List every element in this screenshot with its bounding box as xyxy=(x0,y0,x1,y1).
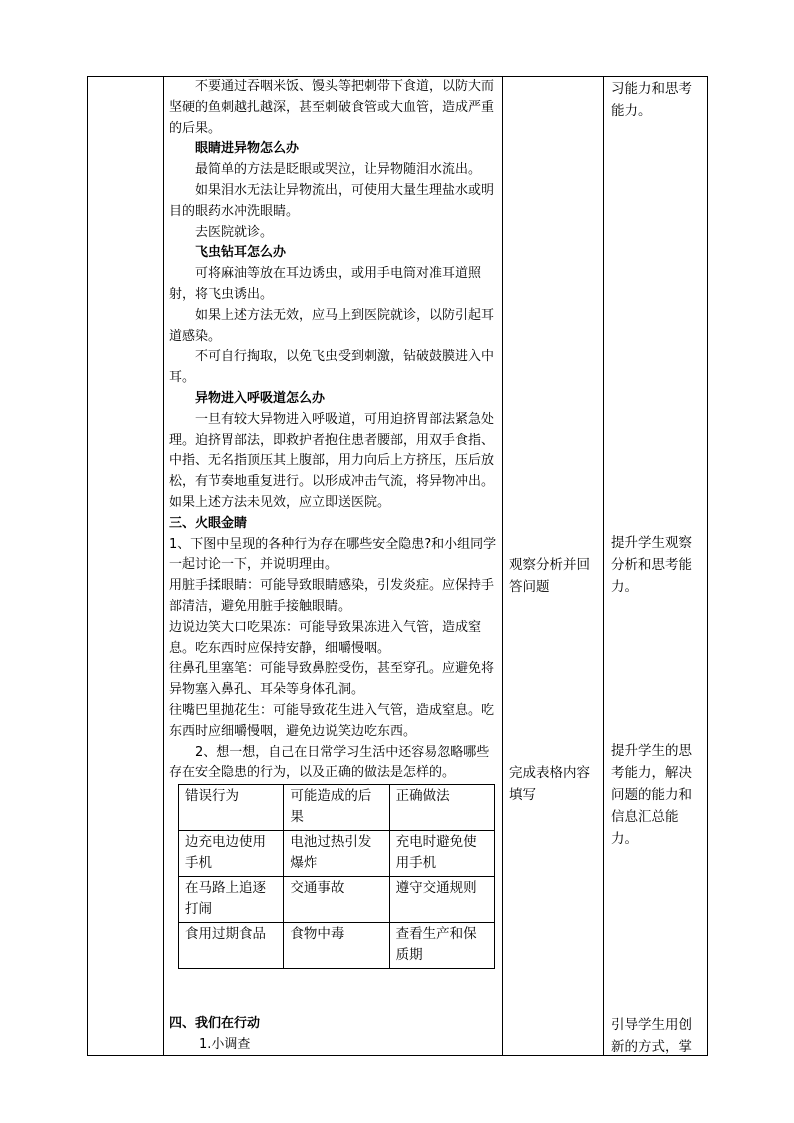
table-header-cell: 正确做法 xyxy=(389,785,494,831)
ear-step-1: 可将麻油等放在耳边诱虫，或用手电筒对准耳道照射，将飞虫诱出。 xyxy=(169,266,482,302)
table-cell: 食用过期食品 xyxy=(179,923,284,969)
col-border-2 xyxy=(163,76,164,1056)
student-activity-1: 观察分析并回答问题 xyxy=(509,557,590,595)
section-4 xyxy=(169,1014,501,1056)
answer-3: 往鼻孔里塞笔：可能导致鼻腔受伤，甚至穿孔。应避免将异物塞入鼻孔、耳朵等身体孔洞。 xyxy=(169,661,495,698)
col-border-3 xyxy=(502,76,503,1056)
design-intent-3: 提升学生的思考能力，解决问题的能力和信息汇总能力。 xyxy=(611,743,692,847)
col-border-1 xyxy=(87,76,88,1056)
behavior-table xyxy=(178,784,495,969)
design-intent-2: 提升学生观察分析和思考能力。 xyxy=(611,535,692,595)
answer-4: 往嘴巴里抛花生：可能导致花生进入气管，造成窒息。吃东西时应细嚼慢咽，避免边说笑边吃东西。 xyxy=(169,702,495,739)
design-intent-1: 习能力和思考能力。 xyxy=(611,81,692,119)
table-cell: 充电时避免使用手机 xyxy=(389,831,494,877)
teaching-content xyxy=(169,77,501,969)
survey-item: 1.小调查 xyxy=(199,1036,251,1052)
ear-step-2: 如果上述方法无效，应马上到医院就诊，以防引起耳道感染。 xyxy=(169,307,495,344)
design-intent-4: 引导学生用创新的方式，掌 xyxy=(611,1017,692,1055)
section-4-title: 四、我们在行动 xyxy=(169,1016,261,1031)
col-border-5 xyxy=(707,76,708,1056)
lesson-table xyxy=(87,76,708,1056)
table-cell: 食物中毒 xyxy=(284,923,389,969)
eye-step-2: 如果泪水无法让异物流出，可使用大量生理盐水或明目的眼药水冲洗眼睛。 xyxy=(169,182,495,219)
eye-step-1: 最简单的方法是眨眼或哭泣，让异物随泪水流出。 xyxy=(195,162,482,178)
heading-ear: 飞虫钻耳怎么办 xyxy=(195,245,287,261)
table-cell: 遵守交通规则 xyxy=(389,877,494,923)
section-3-title: 三、火眼金睛 xyxy=(169,515,248,531)
eye-step-3: 去医院就诊。 xyxy=(195,224,274,240)
table-cell: 边充电边使用手机 xyxy=(179,831,284,877)
heading-respiratory: 异物进入呼吸道怎么办 xyxy=(195,390,326,406)
table-cell: 交通事故 xyxy=(284,877,389,923)
respiratory-step: 一旦有较大异物进入呼吸道，可用迫挤胃部法紧急处理。迫挤胃部法，即救护者抱住患者腰部，用双手食指、中指、无名指顶压其上腹部，用力向后上方挤压，压后放松，有节奏地重复进行。以形成冲击气流，将异物冲出。如果上述方法未见效，应立即送医院。 xyxy=(169,411,495,510)
table-header-cell: 可能造成的后果 xyxy=(284,785,389,831)
table-header-cell: 错误行为 xyxy=(179,785,284,831)
table-row xyxy=(179,831,495,877)
table-row xyxy=(179,877,495,923)
answer-1: 用脏手揉眼睛：可能导致眼睛感染，引发炎症。应保持手部清洁，避免用脏手接触眼睛。 xyxy=(169,578,495,614)
fishbone-warning: 不要通过吞咽米饭、馒头等把刺带下食道，以防大而坚硬的鱼刺越扎越深，甚至刺破食管或大血管，造成严重的后果。 xyxy=(169,79,495,136)
table-header-row xyxy=(179,785,495,831)
answer-2: 边说边笑大口吃果冻：可能导致果冻进入气管，造成窒息。吃东西时应保持安静，细嚼慢咽。 xyxy=(169,619,482,656)
table-cell: 在马路上追逐打闹 xyxy=(179,877,284,923)
ear-step-3: 不可自行掏取，以免飞虫受到刺激，钻破鼓膜进入中耳。 xyxy=(169,349,495,386)
question-2: 2、想一想，自己在日常学习生活中还容易忽略哪些存在安全隐患的行为，以及正确的做法是怎样的。 xyxy=(169,744,490,781)
col-border-4 xyxy=(603,76,604,1056)
question-1: 1、下图中呈现的各种行为存在哪些安全隐患?和小组同学一起讨论一下，并说明理由。 xyxy=(169,536,497,573)
table-cell: 查看生产和保质期 xyxy=(389,923,494,969)
student-activity-2: 完成表格内容填写 xyxy=(509,765,590,803)
heading-eye: 眼睛进异物怎么办 xyxy=(195,141,300,157)
table-cell: 电池过热引发爆炸 xyxy=(284,831,389,877)
table-row xyxy=(179,923,495,969)
